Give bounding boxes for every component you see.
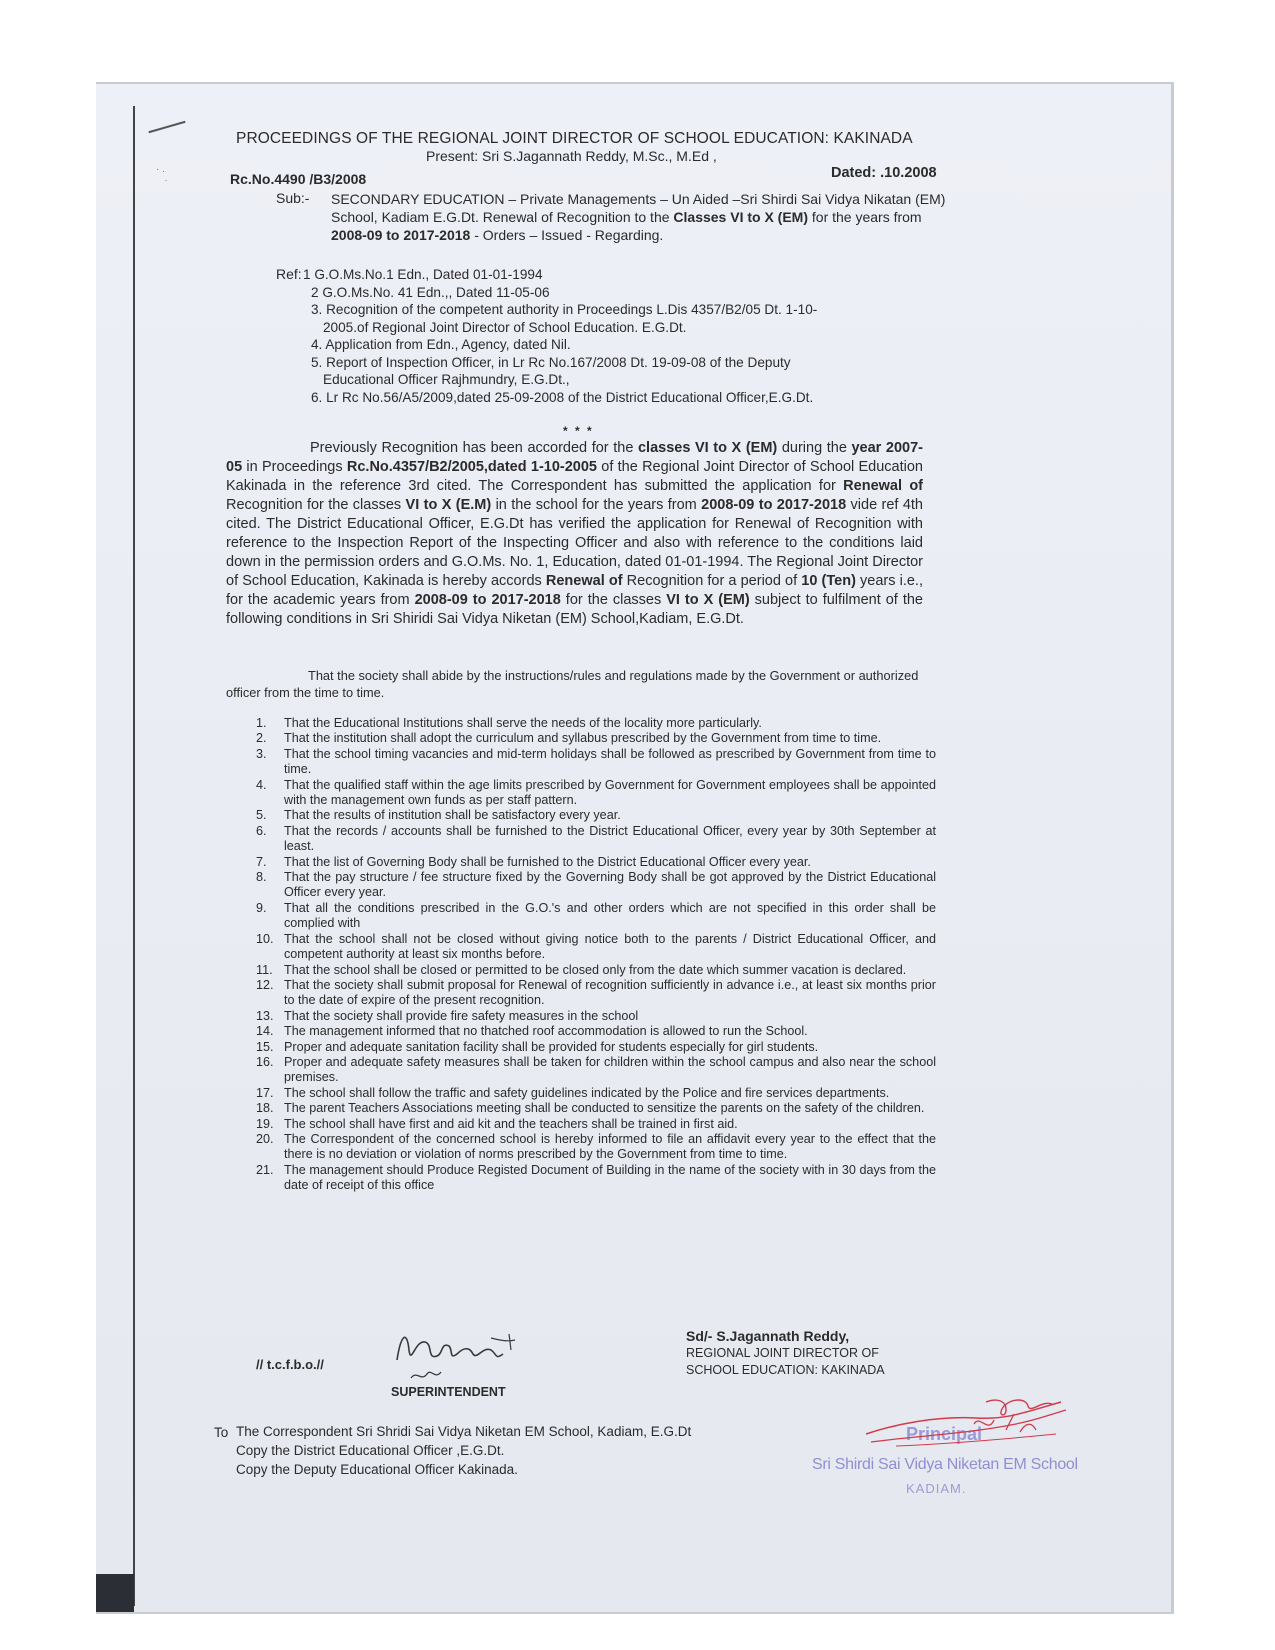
reference-number: Rc.No.4490 /B3/2008 xyxy=(230,171,367,187)
condition-item xyxy=(256,855,936,870)
condition-text: The management informed that no thatched roof accommodation is allowed to run the School. xyxy=(284,1024,808,1039)
condition-text: The Correspondent of the concerned school is hereby informed to file an affidavit every year to the effect that the there is no deviation or violation of norms prescribed by the Government from time to time. xyxy=(284,1131,936,1162)
superintendent-signature-icon xyxy=(391,1320,541,1386)
condition-number: 15. xyxy=(256,1039,274,1054)
condition-item xyxy=(256,1040,936,1055)
superintendent-label: SUPERINTENDENT xyxy=(391,1385,506,1399)
condition-item xyxy=(256,1009,936,1024)
condition-number: 6. xyxy=(256,823,267,838)
pen-dots: · . · xyxy=(156,164,168,186)
scanned-page xyxy=(96,84,1171,1612)
condition-text: The school shall follow the traffic and safety guidelines indicated by the Police and fire services departments. xyxy=(284,1085,890,1100)
condition-text: That the society shall provide fire safety measures in the school xyxy=(284,1008,639,1023)
document-title: PROCEEDINGS OF THE REGIONAL JOINT DIRECTOR OF SCHOOL EDUCATION: KAKINADA xyxy=(236,130,913,147)
principal-signature-icon xyxy=(856,1394,1096,1464)
society-paragraph: That the society shall abide by the instructions/rules and regulations made by the Government or authorized officer from the time to time. xyxy=(226,668,919,700)
condition-number: 8. xyxy=(256,870,267,885)
references-label: Ref: xyxy=(276,266,302,282)
condition-number: 12. xyxy=(256,977,274,992)
separator-stars: * * * xyxy=(563,424,594,438)
condition-item xyxy=(256,1086,936,1101)
reference-item: 3. Recognition of the competent authority in Proceedings L.Dis 4357/B2/05 Dt. 1-10- xyxy=(311,302,818,317)
condition-number: 21. xyxy=(256,1162,274,1177)
subject-label: Sub:- xyxy=(276,190,310,206)
condition-number: 20. xyxy=(256,1131,274,1146)
condition-item xyxy=(256,747,936,778)
condition-item xyxy=(256,824,936,855)
condition-text: That the school shall be closed or permitted to be closed only from the date which summer vacation is declared. xyxy=(284,962,907,977)
margin-line xyxy=(133,106,135,1606)
condition-text: That the institution shall adopt the curriculum and syllabus prescribed by the Government from time to time. xyxy=(284,731,882,746)
signatory-name: Sd/- S.Jagannath Reddy, xyxy=(686,1328,850,1344)
condition-text: That the school timing vacancies and mid-term holidays shall be followed as prescribed by Government from time to time. xyxy=(284,746,936,777)
condition-text: The management should Produce Registed Document of Building in the name of the society with in 30 days from the date of receipt of this office xyxy=(284,1162,936,1193)
condition-text: That the list of Governing Body shall be furnished to the District Educational Officer every year. xyxy=(284,854,811,869)
reference-item: Educational Officer Rajhmundry, E.G.Dt., xyxy=(323,372,570,387)
subject-text: SECONDARY EDUCATION – Private Managements – Un Aided –Sri Shirdi Sai Vidya Nikatan (EM) School, Kadiam E.G.Dt. Renewal of Recognition to the Classes VI to X (EM) for the years from 2008-09 to 2017-2018 - Orders – Issued - Regarding. xyxy=(331,191,946,243)
condition-item xyxy=(256,1024,936,1039)
reference-item: 2005.of Regional Joint Director of School Education. E.G.Dt. xyxy=(323,319,687,335)
condition-text: That the qualified staff within the age limits prescribed by Government for Government employees shall be appointed with the management own funds as per staff pattern. xyxy=(284,777,936,808)
reference-item: 5. Report of Inspection Officer, in Lr Rc No.167/2008 Dt. 19-09-08 of the Deputy xyxy=(311,354,791,370)
condition-number: 16. xyxy=(256,1054,274,1069)
stamp-location: KADIAM. xyxy=(906,1481,967,1496)
condition-number: 1. xyxy=(256,716,267,730)
recipients-block xyxy=(236,1422,691,1479)
condition-text: The parent Teachers Associations meeting shall be conducted to sensitize the parents on the safety of the children. xyxy=(284,1101,925,1116)
conditions-list xyxy=(256,716,936,1194)
condition-number: 2. xyxy=(256,731,267,746)
condition-item xyxy=(256,901,936,932)
signatory-block xyxy=(686,1328,885,1379)
condition-item xyxy=(256,716,936,731)
condition-number: 17. xyxy=(256,1085,274,1100)
condition-text: Proper and adequate sanitation facility shall be provided for students especially for girl students. xyxy=(284,1039,819,1054)
condition-text: That the records / accounts shall be furnished to the District Educational Officer, every year by 30th September at least. xyxy=(284,823,936,854)
condition-number: 9. xyxy=(256,900,267,915)
condition-text: The school shall have first and aid kit and the teachers shall be trained in first aid. xyxy=(284,1116,738,1131)
reference-item: 6. Lr Rc No.56/A5/2009,dated 25-09-2008 of the District Educational Officer,E.G.Dt. xyxy=(311,389,814,405)
condition-text: That the school shall not be closed without giving notice both to the parents / District Educational Officer, and competent authority at least six months before. xyxy=(284,931,936,962)
condition-text: That the Educational Institutions shall serve the needs of the locality more particularly. xyxy=(284,716,762,730)
condition-number: 11. xyxy=(256,962,273,977)
dated-line: Dated: .10.2008 xyxy=(831,165,937,181)
condition-item xyxy=(256,1055,936,1086)
condition-item xyxy=(256,963,936,978)
condition-text: That the results of institution shall be satisfactory every year. xyxy=(284,808,621,823)
present-line: Present: Sri S.Jagannath Reddy, M.Sc., M.Ed , xyxy=(426,148,717,164)
to-label: To xyxy=(214,1425,229,1440)
condition-text: That all the conditions prescribed in the G.O.'s and other orders which are not specified in this order shall be complied with xyxy=(284,900,936,931)
condition-number: 18. xyxy=(256,1101,274,1116)
condition-item xyxy=(256,1101,936,1116)
condition-text: That the pay structure / fee structure fixed by the Governing Body shall be got approved by the District Educational Officer every year. xyxy=(284,870,936,900)
condition-number: 4. xyxy=(256,777,267,792)
scan-edge xyxy=(96,1574,134,1612)
condition-item xyxy=(256,1117,936,1132)
condition-item xyxy=(256,978,936,1009)
stamp-principal-label: Principal xyxy=(906,1424,983,1444)
condition-item xyxy=(256,731,936,746)
signatory-designation: REGIONAL JOINT DIRECTOR OF xyxy=(686,1346,879,1360)
signatory-designation: SCHOOL EDUCATION: KAKINADA xyxy=(686,1363,885,1377)
condition-item xyxy=(256,778,936,809)
condition-item xyxy=(256,1132,936,1163)
reference-item: 4. Application from Edn., Agency, dated Nil. xyxy=(311,337,571,352)
condition-item xyxy=(256,870,936,901)
tcfbo-mark: // t.c.f.b.o.// xyxy=(256,1357,324,1372)
condition-number: 19. xyxy=(256,1116,274,1131)
body-paragraph: Previously Recognition has been accorded for the classes VI to X (EM) during the year 2007-05 in Proceedings Rc.No.4357/B2/2005,dated 1-10-2005 of the Regional Joint Director of School Education Kakinada in the reference 3rd cited. The Correspondent has submitted the application for Renewal of Recognition for the classes VI to X (E.M) in the school for the years from 2008-09 to 2017-2018 vide ref 4th cited. The District Educational Officer, E.G.Dt has verified the application for Renewal of Recognition with reference to the Inspection Report of the Inspecting Officer and also with reference to the conditions laid down in the permission orders and G.O.Ms. No. 1, Education, dated 01-01-1994. The Regional Joint Director of School Education, Kakinada is hereby accords Renewal of Recognition for a period of 10 (Ten) years i.e., for the academic years from 2008-09 to 2017-2018 for the classes VI to X (EM) subject to fulfilment of the following conditions in Sri Shiridi Sai Vidya Niketan (EM) School,Kadiam, E.G.Dt. xyxy=(226,440,924,627)
reference-item: 2 G.O.Ms.No. 41 Edn.,, Dated 11-05-06 xyxy=(311,284,550,300)
condition-number: 7. xyxy=(256,854,267,869)
condition-number: 3. xyxy=(256,746,267,761)
reference-item: 1 G.O.Ms.No.1 Edn., Dated 01-01-1994 xyxy=(303,267,543,282)
recipient-line: Copy the Deputy Educational Officer Kakinada. xyxy=(236,1462,518,1477)
condition-item xyxy=(256,1163,936,1194)
condition-number: 14. xyxy=(256,1024,274,1039)
condition-text: Proper and adequate safety measures shall be taken for children within the school campus and also near the school premises. xyxy=(284,1054,936,1085)
recipient-line: The Correspondent Sri Shridi Sai Vidya Niketan EM School, Kadiam, E.G.Dt xyxy=(236,1424,692,1439)
references-list xyxy=(303,266,943,406)
school-stamp: Sri Shirdi Sai Vidya Niketan EM School xyxy=(812,1456,1078,1473)
recipient-line: Copy the District Educational Officer ,E.G.Dt. xyxy=(236,1443,505,1458)
condition-item xyxy=(256,808,936,823)
condition-number: 5. xyxy=(256,808,267,823)
condition-item xyxy=(256,932,936,963)
condition-text: That the society shall submit proposal for Renewal of recognition sufficiently in advance i.e., at least six months prior to the date of expire of the present recognition. xyxy=(284,977,936,1008)
condition-number: 13. xyxy=(256,1008,274,1023)
condition-number: 10. xyxy=(256,931,274,946)
pen-tick-mark xyxy=(148,121,185,133)
